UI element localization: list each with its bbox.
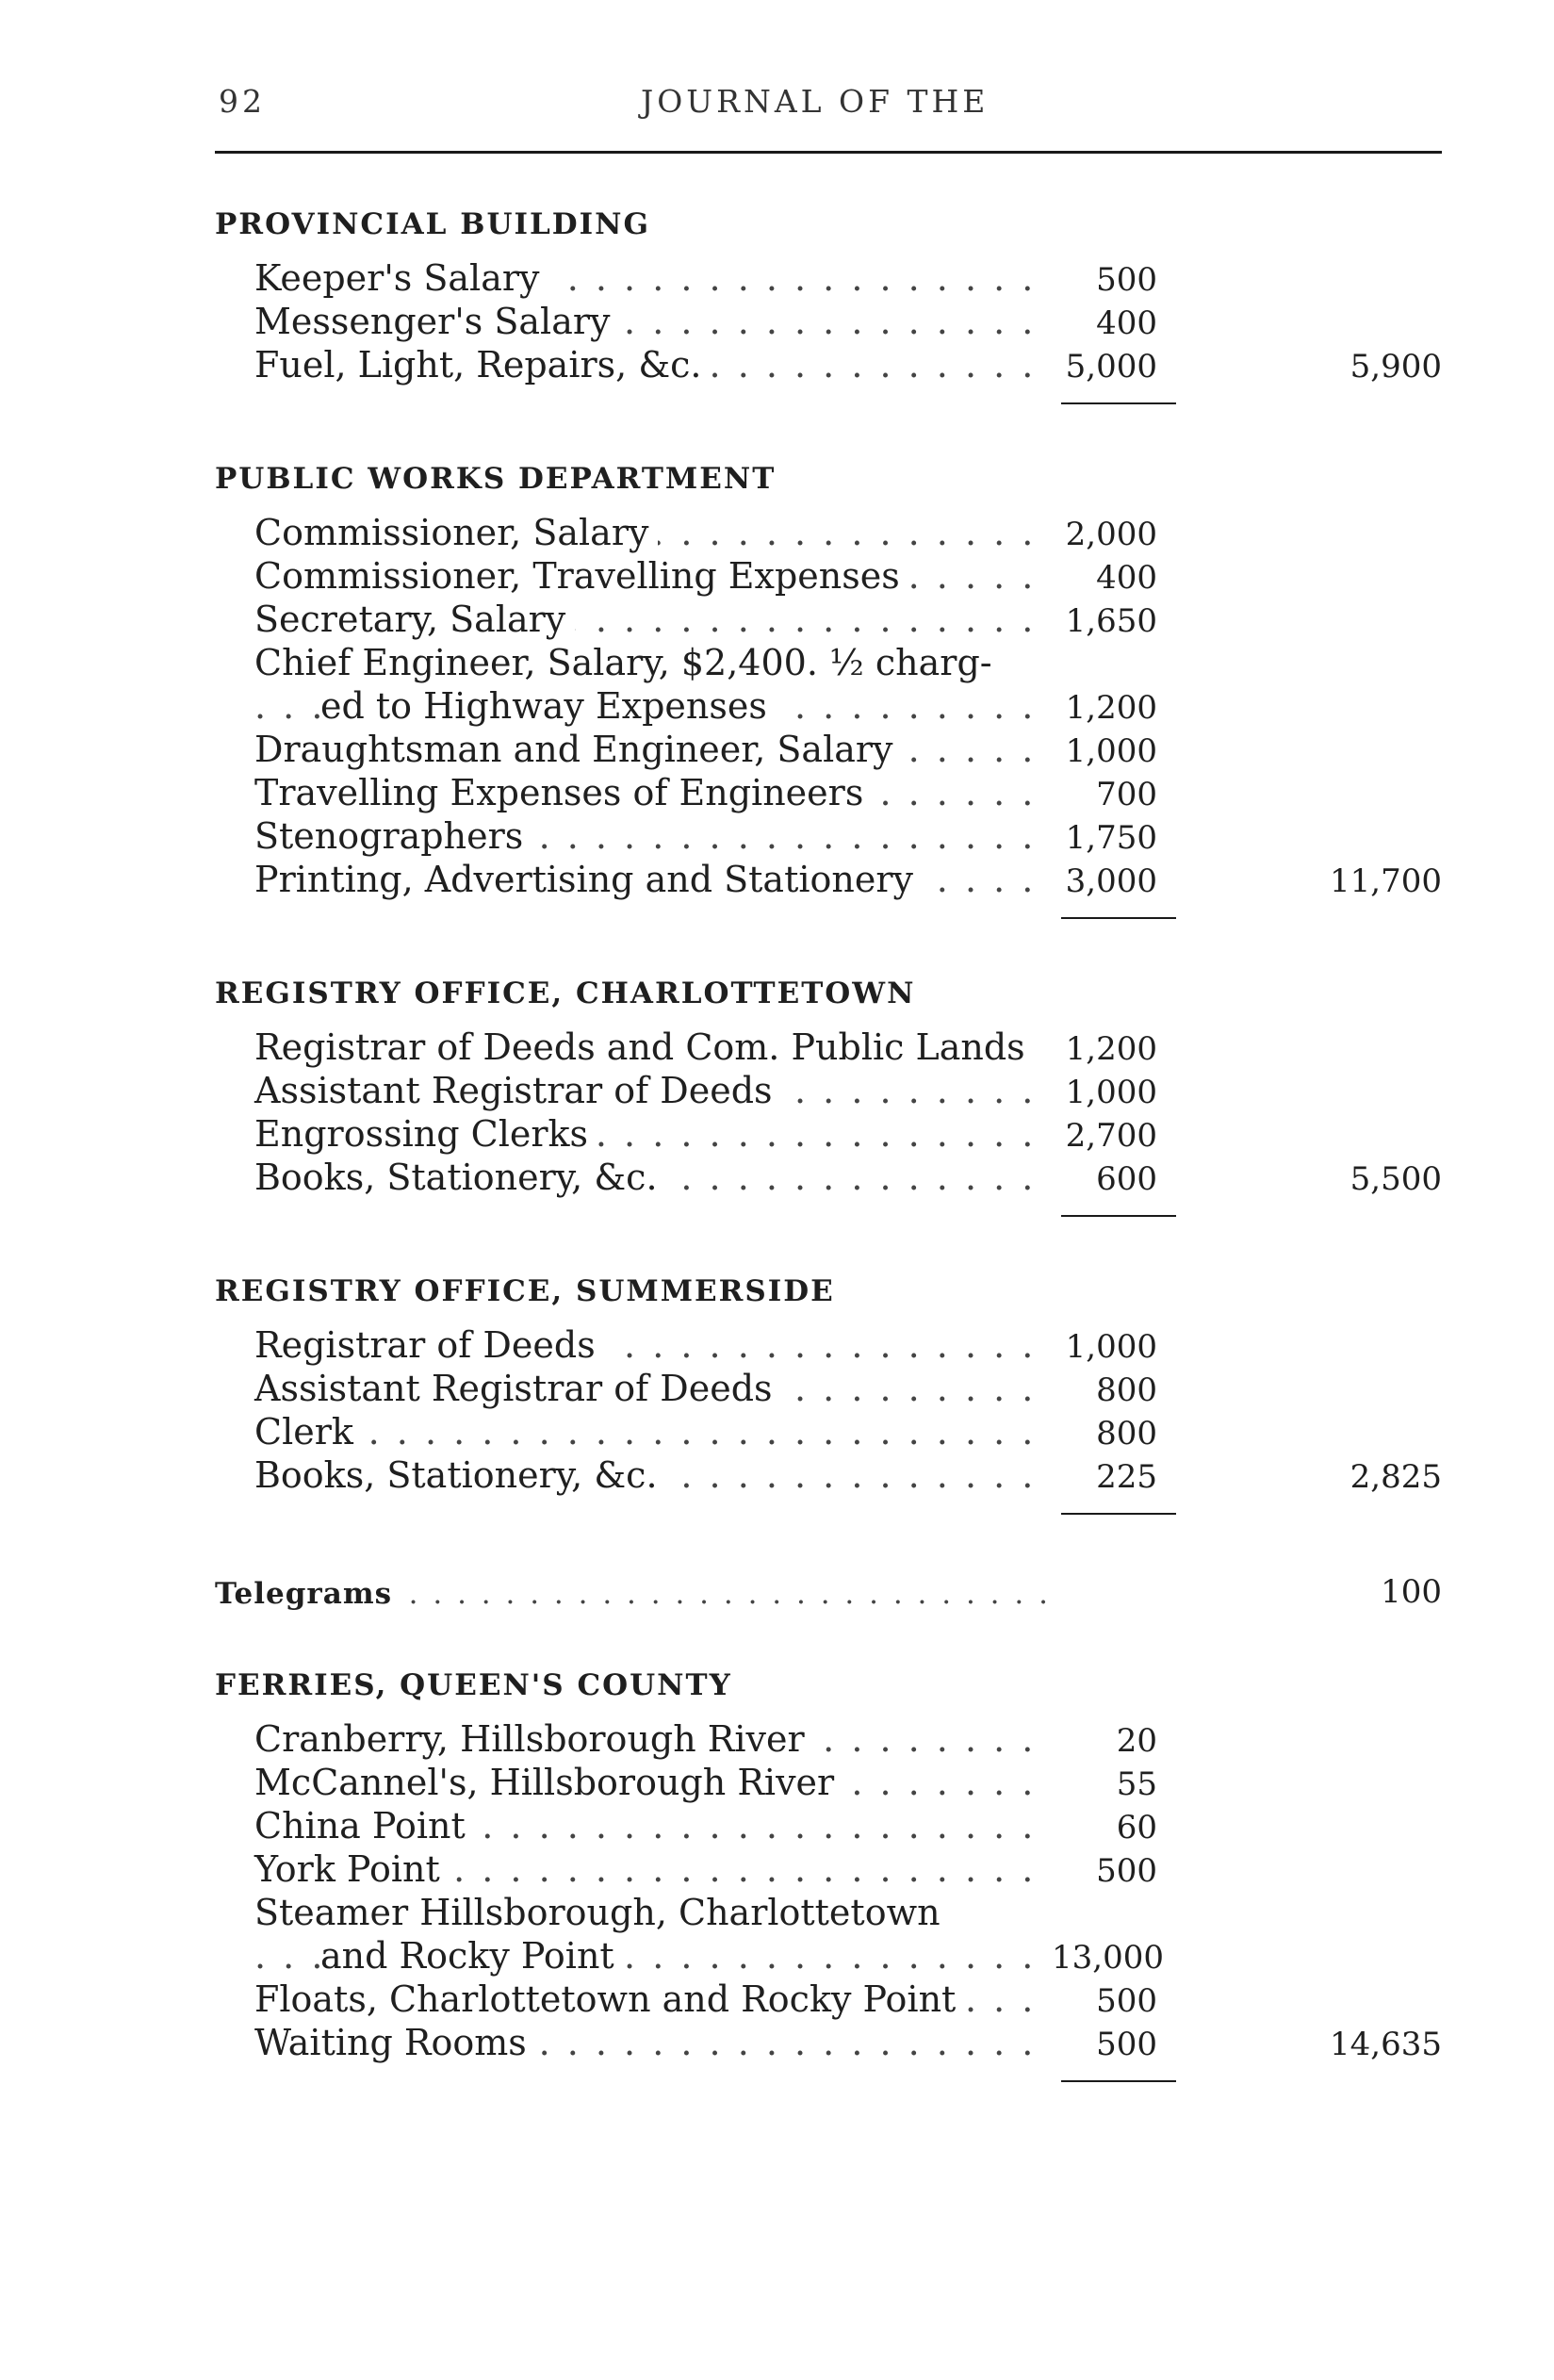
line-label (215, 555, 1052, 597)
line-label-text: Assistant Registrar of Deeds (254, 1368, 782, 1409)
ledger-line (215, 813, 1442, 857)
line-label-text: Waiting Rooms (254, 2022, 536, 2063)
line-label (215, 859, 1052, 900)
ledger-line (215, 1558, 1442, 1611)
ledger-section (215, 1260, 1442, 1515)
ledger-line (215, 1111, 1442, 1155)
line-amount: 500 (1096, 1852, 1157, 1890)
ledger-section (215, 1654, 1442, 2082)
ledger-line (215, 299, 1442, 342)
ledger-line (215, 640, 1442, 683)
section-title: REGISTRY OFFICE, CHARLOTTETOWN (215, 977, 916, 1010)
line-amount: 500 (1096, 261, 1157, 299)
line-label-text: Secretary, Salary (254, 599, 575, 640)
line-label (215, 1368, 1052, 1409)
line-amount: 800 (1096, 1371, 1157, 1409)
line-label (215, 1411, 1052, 1453)
ledger-line (215, 683, 1442, 727)
running-header: JOURNAL OF THE (641, 83, 990, 120)
line-label-text: Clerk (254, 1411, 363, 1453)
line-amount: 1,000 (1065, 732, 1157, 770)
line-label-text: McCannel's, Hillsborough River (254, 1762, 843, 1803)
ledger-line (215, 1760, 1442, 1803)
line-amount: 5,000 (1065, 348, 1157, 386)
line-label (215, 729, 1052, 770)
line-label (215, 642, 1052, 683)
ledger-line (215, 1366, 1442, 1409)
ledger-line (215, 1155, 1442, 1198)
line-label-text: Floats, Charlottetown and Rocky Point (254, 1978, 965, 2020)
ledger-body (215, 193, 1442, 2126)
subtotal-rule (1061, 2080, 1176, 2082)
line-label-text: Printing, Advertising and Stationery (254, 859, 923, 900)
line-label-text: Cranberry, Hillsborough River (254, 1718, 814, 1760)
ledger-line (215, 597, 1442, 640)
ledger-line (215, 1847, 1442, 1890)
line-label-text: ed to Highway Expenses (320, 685, 777, 727)
section-title: PUBLIC WORKS DEPARTMENT (215, 462, 777, 496)
line-amount: 400 (1096, 559, 1157, 597)
ledger-section (215, 962, 1442, 1217)
line-amount: 13,000 (1052, 1939, 1164, 1977)
line-label-text: Draughtsman and Engineer, Salary (254, 729, 903, 770)
line-label-text: York Point (254, 1848, 450, 1890)
ledger-line (215, 1716, 1442, 1760)
section-title: REGISTRY OFFICE, SUMMERSIDE (215, 1274, 835, 1308)
line-amount: 500 (1096, 1982, 1157, 2020)
ledger-line (215, 1068, 1442, 1111)
line-amount: 3,000 (1065, 862, 1157, 900)
line-label (215, 1892, 1052, 1933)
line-label (215, 1978, 1052, 2020)
ledger-section (215, 448, 1442, 919)
line-label-text: Steamer Hillsborough, Charlottetown (254, 1892, 950, 1933)
line-amount: 55 (1116, 1765, 1157, 1803)
line-label (215, 599, 1052, 640)
section-total: 5,900 (1350, 348, 1442, 386)
section-title: FERRIES, QUEEN'S COUNTY (215, 1668, 732, 1702)
line-label (215, 1157, 1052, 1198)
line-amount: 700 (1096, 776, 1157, 813)
line-label-text: Messenger's Salary (254, 301, 620, 342)
subtotal-rule (1061, 1215, 1176, 1217)
line-label (215, 685, 1052, 727)
line-label-text: Keeper's Salary (254, 257, 548, 299)
line-amount: 60 (1116, 1809, 1157, 1847)
line-label-text: Registrar of Deeds and Com. Public Lands (254, 1026, 1035, 1068)
line-label-text: Commissioner, Salary (254, 512, 658, 553)
line-label-text: Chief Engineer, Salary, $2,400. ½ charg- (254, 642, 1002, 683)
ledger-line (215, 1890, 1442, 1933)
line-label-text: Registrar of Deeds (254, 1324, 605, 1366)
ledger-line (215, 1025, 1442, 1068)
line-label (215, 815, 1052, 857)
subtotal-rule (1061, 917, 1176, 919)
line-amount: 2,000 (1065, 516, 1157, 553)
line-label (215, 1324, 1052, 1366)
line-label-text: Books, Stationery, &c. (254, 1454, 667, 1496)
line-label-text: Fuel, Light, Repairs, &c. (254, 344, 712, 386)
section-total: 2,825 (1350, 1458, 1442, 1496)
line-label (215, 301, 1052, 342)
subtotal-rule (1061, 402, 1176, 404)
line-label (215, 772, 1052, 813)
line-label (215, 1718, 1052, 1760)
ledger-line (215, 857, 1442, 900)
ledger-line (215, 1977, 1442, 2020)
line-amount: 600 (1096, 1160, 1157, 1198)
line-amount: 400 (1096, 304, 1157, 342)
ledger-line (215, 2020, 1442, 2063)
ledger-line (215, 1409, 1442, 1453)
line-amount: 1,000 (1065, 1328, 1157, 1366)
line-amount: 500 (1096, 2026, 1157, 2063)
line-amount: 1,750 (1065, 819, 1157, 857)
line-label-text: Books, Stationery, &c. (254, 1157, 667, 1198)
line-label-text: Telegrams (215, 1577, 401, 1611)
line-amount: 1,000 (1065, 1074, 1157, 1111)
line-label-text: Travelling Expenses of Engineers (254, 772, 873, 813)
subtotal-rule (1061, 1513, 1176, 1515)
line-label-text: Commissioner, Travelling Expenses (254, 555, 909, 597)
section-title: PROVINCIAL BUILDING (215, 207, 650, 241)
section-total: 5,500 (1350, 1160, 1442, 1198)
line-amount: 1,650 (1065, 602, 1157, 640)
line-amount: 800 (1096, 1415, 1157, 1453)
ledger-line (215, 510, 1442, 553)
line-label-text: Engrossing Clerks (254, 1113, 597, 1155)
page-number: 92 (219, 83, 266, 120)
line-label (215, 1070, 1052, 1111)
line-label (215, 1577, 1052, 1611)
line-amount: 225 (1096, 1458, 1157, 1496)
line-label (215, 1805, 1052, 1847)
ledger-line (215, 727, 1442, 770)
line-label (215, 2022, 1052, 2063)
ledger-line (215, 770, 1442, 813)
line-label-text: Assistant Registrar of Deeds (254, 1070, 782, 1111)
section-total: 11,700 (1330, 862, 1442, 900)
section-total: 14,635 (1330, 2026, 1442, 2063)
line-label (215, 1762, 1052, 1803)
ledger-line (215, 1933, 1442, 1977)
line-label (215, 1113, 1052, 1155)
section-total: 100 (1381, 1573, 1442, 1611)
line-amount: 1,200 (1065, 689, 1157, 727)
line-amount: 20 (1116, 1722, 1157, 1760)
line-label (215, 1026, 1052, 1068)
line-label-text: Stenographers (254, 815, 532, 857)
line-amount: 2,700 (1065, 1117, 1157, 1155)
line-label (215, 1454, 1052, 1496)
line-label (215, 512, 1052, 553)
ledger-section (215, 1558, 1442, 1611)
ledger-line (215, 1322, 1442, 1366)
ledger-line (215, 255, 1442, 299)
line-label-text: and Rocky Point (320, 1935, 624, 1977)
ledger-section (215, 193, 1442, 404)
line-label (215, 257, 1052, 299)
line-label (215, 1935, 1052, 1977)
line-label-text: China Point (254, 1805, 475, 1847)
ledger-line (215, 1803, 1442, 1847)
line-label (215, 1848, 1052, 1890)
line-amount: 1,200 (1065, 1030, 1157, 1068)
header-rule (215, 151, 1442, 154)
line-label (215, 344, 1052, 386)
ledger-line (215, 1453, 1442, 1496)
ledger-line (215, 553, 1442, 597)
ledger-line (215, 342, 1442, 386)
